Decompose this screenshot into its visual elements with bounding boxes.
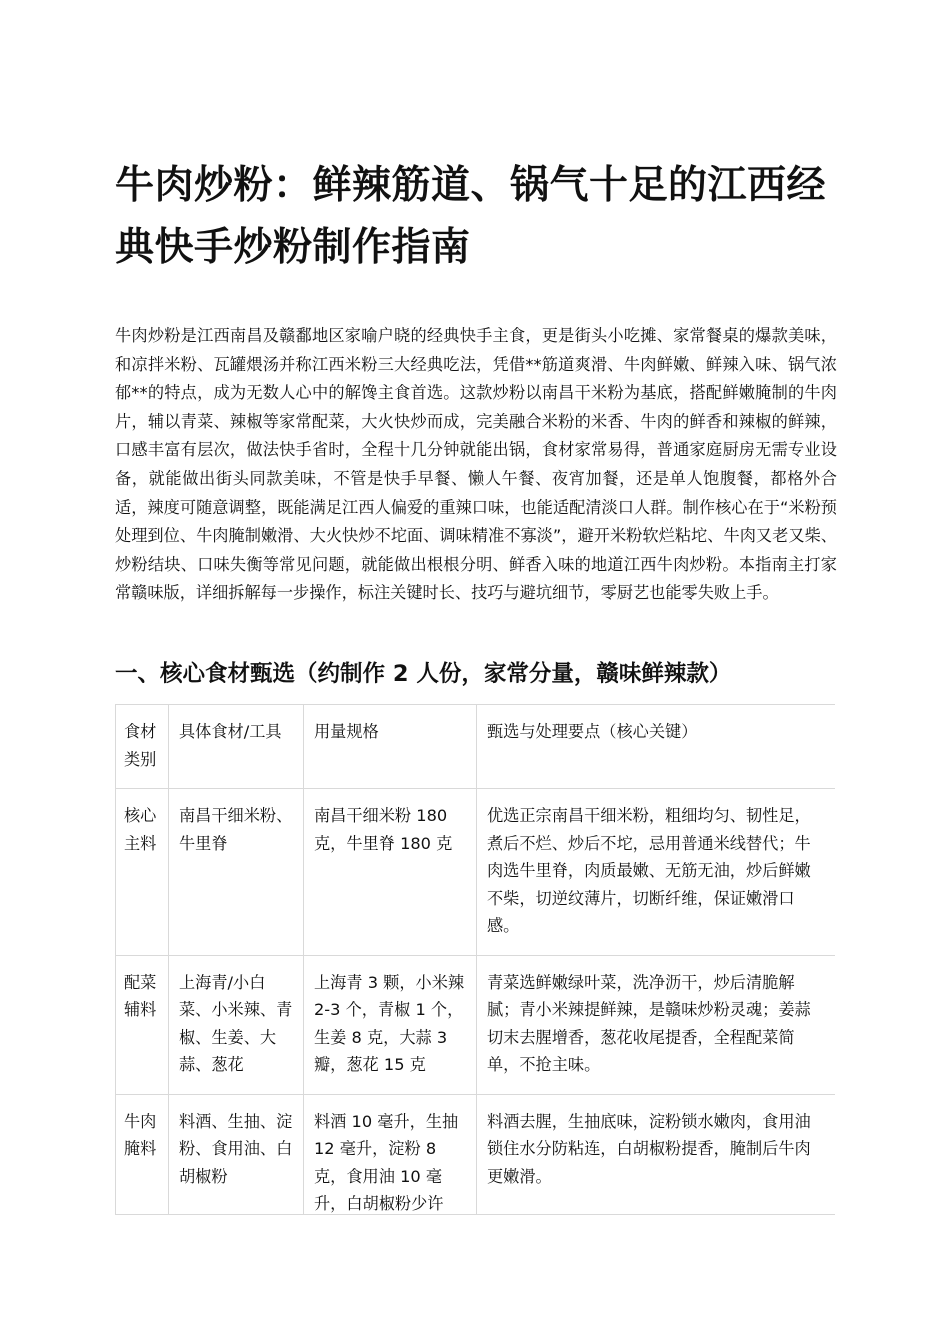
cell-category: 牛肉腌料 [116, 1094, 169, 1215]
header-cell-notes: 甄选与处理要点（核心关键） [477, 705, 836, 789]
cell-category: 配菜辅料 [116, 955, 169, 1094]
ingredients-table [115, 704, 835, 1215]
section-heading-ingredients: 一、核心食材甄选（约制作 2 人份，家常分量，赣味鲜辣款） [115, 661, 732, 687]
intro-paragraph: 牛肉炒粉是江西南昌及赣鄱地区家喻户晓的经典快手主食，更是街头小吃摊、家常餐桌的爆款美味，和凉拌米粉、瓦罐煨汤并称江西米粉三大经典吃法，凭借**筋道爽滑、牛肉鲜嫩、鲜辣入味、锅气浓郁**的特点，成为无数人心中的解馋主食首选。这款炒粉以南昌干米粉为基底，搭配鲜嫩腌制的牛肉片，辅以青菜、辣椒等家常配菜，大火快炒而成，完美融合米粉的米香、牛肉的鲜香和辣椒的鲜辣，口感丰富有层次，做法快手省时，全程十几分钟就能出锅，食材家常易得，普通家庭厨房无需专业设备，就能做出街头同款美味，不管是快手早餐、懒人午餐、夜宵加餐，还是单人饱腹餐，都格外合适，辣度可随意调整，既能满足江西人偏爱的重辣口味，也能适配清淡口人群。制作核心在于“米粉预处理到位、牛肉腌制嫩滑、大火快炒不坨面、调味精准不寡淡”，避开米粉软烂粘坨、牛肉又老又柴、炒粉结块、口味失衡等常见问题，就能做出根根分明、鲜香入味的地道江西牛肉炒粉。本指南主打家常赣味版，详细拆解每一步操作，标注关键时长、技巧与避坑细节，零厨艺也能零失败上手。 [115, 326, 837, 603]
cell-amount: 料酒 10 毫升，生抽 12 毫升，淀粉 8 克，食用油 10 毫升，白胡椒粉少许 [304, 1094, 477, 1215]
header-cell-category: 食材类别 [116, 705, 169, 789]
table-row [116, 1094, 836, 1215]
cell-amount: 南昌干细米粉 180 克，牛里脊 180 克 [304, 789, 477, 956]
cell-notes: 优选正宗南昌干细米粉，粗细均匀、韧性足，煮后不烂、炒后不坨，忌用普通米线替代；牛肉选牛里脊，肉质最嫩、无筋无油，炒后鲜嫩不柴，切逆纹薄片，切断纤维，保证嫩滑口感。 [477, 789, 836, 956]
table-header-row [116, 705, 836, 789]
ingredients-table-container [115, 704, 835, 1215]
header-cell-amount: 用量规格 [304, 705, 477, 789]
cell-category: 核心主料 [116, 789, 169, 956]
cell-notes: 青菜选鲜嫩绿叶菜，洗净沥干，炒后清脆解腻；青小米辣提鲜辣，是赣味炒粉灵魂；姜蒜切末去腥增香，葱花收尾提香，全程配菜简单，不抢主味。 [477, 955, 836, 1094]
table-row [116, 789, 836, 956]
cell-items: 上海青/小白菜、小米辣、青椒、生姜、大蒜、葱花 [169, 955, 304, 1094]
page-title: 牛肉炒粉：鲜辣筋道、锅气十足的江西经典快手炒粉制作指南 [115, 163, 827, 270]
table-bottom-border [115, 1214, 835, 1215]
cell-items: 料酒、生抽、淀粉、食用油、白胡椒粉 [169, 1094, 304, 1215]
cell-items: 南昌干细米粉、牛里脊 [169, 789, 304, 956]
header-cell-items: 具体食材/工具 [169, 705, 304, 789]
cell-amount: 上海青 3 颗，小米辣 2-3 个，青椒 1 个，生姜 8 克，大蒜 3 瓣，葱花 15 克 [304, 955, 477, 1094]
table-row [116, 955, 836, 1094]
cell-notes: 料酒去腥，生抽底味，淀粉锁水嫩肉，食用油锁住水分防粘连，白胡椒粉提香，腌制后牛肉更嫩滑。 [477, 1094, 836, 1215]
